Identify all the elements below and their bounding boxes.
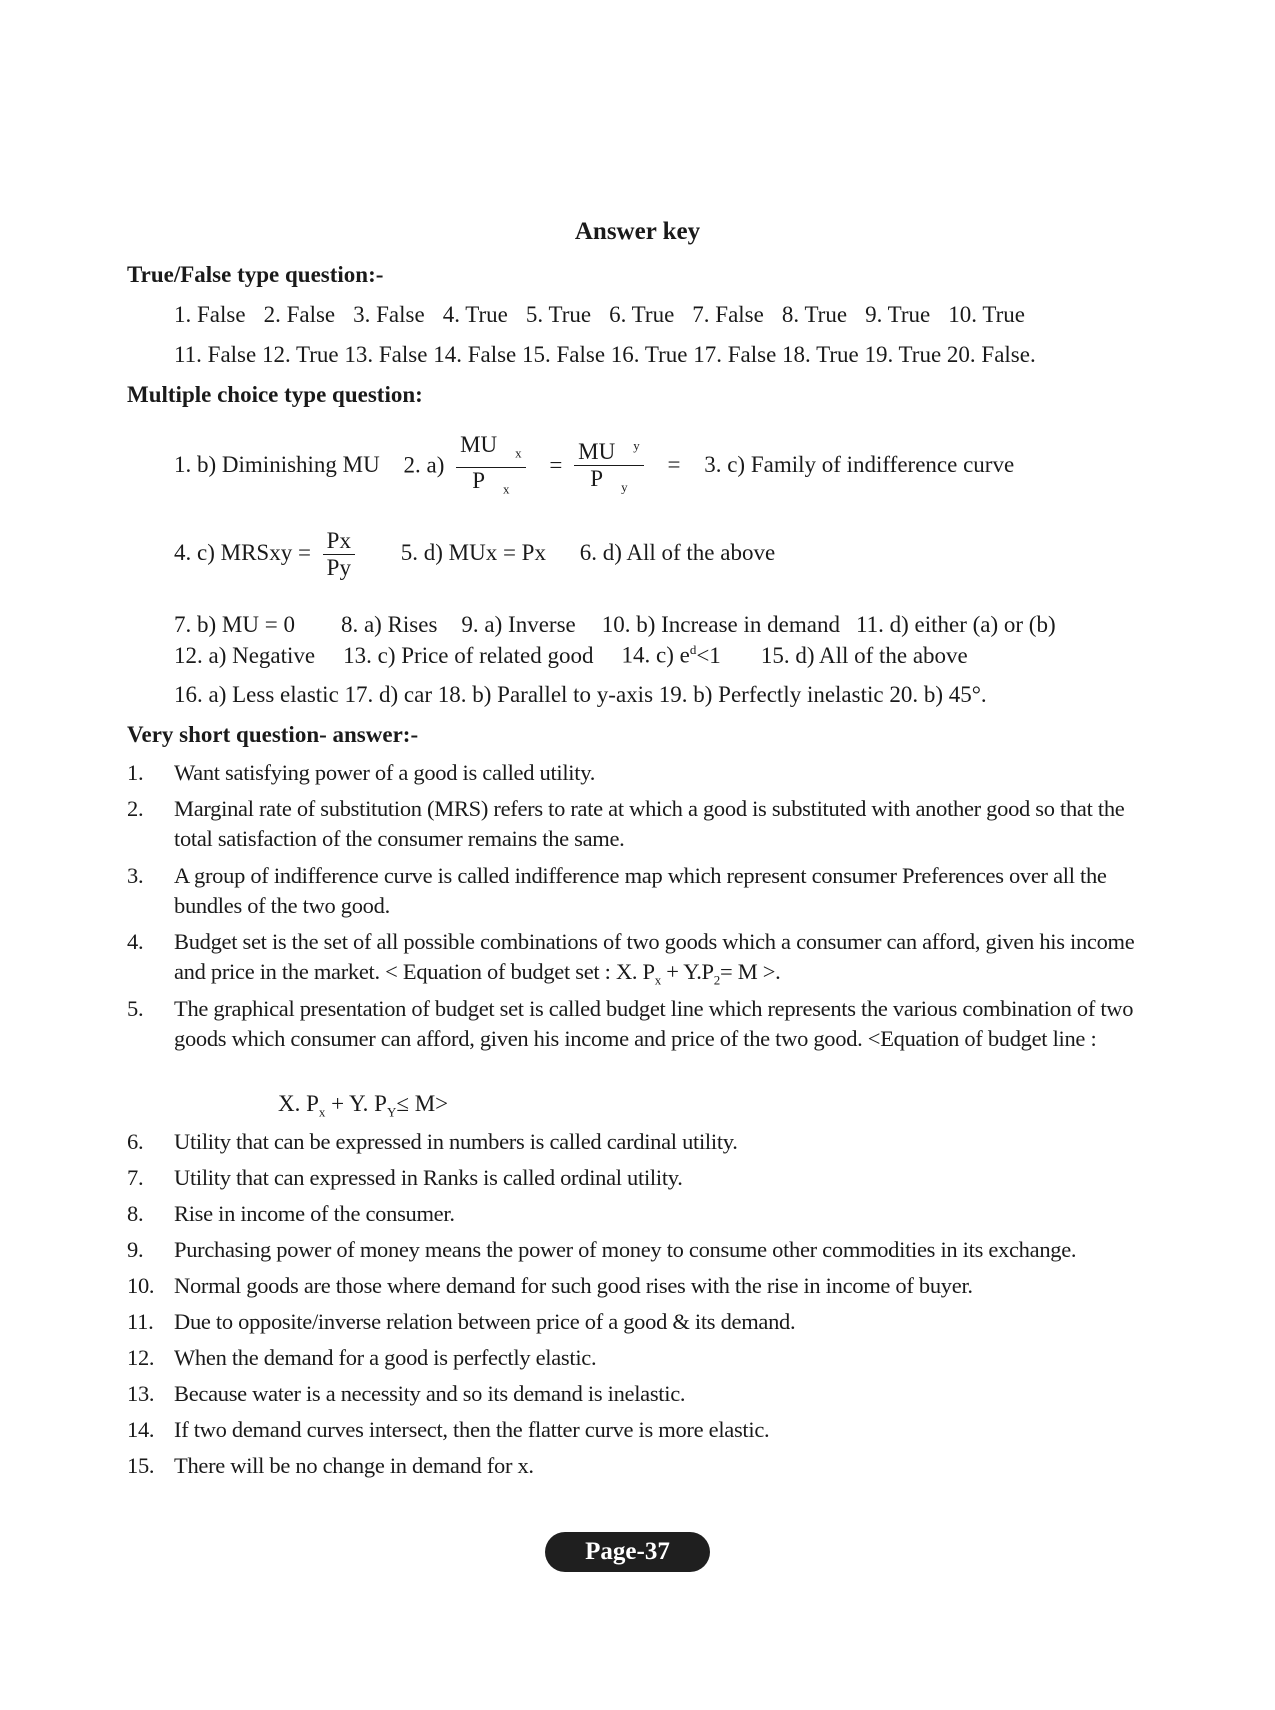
tf-answer: 5. True: [525, 302, 592, 327]
list-item: 2. Marginal rate of substitution (MRS) refers to rate at which a good is substituted with another good so that the total satisfaction of the consumer remains the same.: [127, 796, 1125, 851]
tf-answer: 1. False: [174, 302, 246, 327]
mu-y-over-p-y: $\frac{MU ^y}{P _y}$: [574, 433, 662, 500]
mcq-answer: 13. c) Price of related good: [343, 642, 594, 668]
px-over-py: $\frac{Px}{Py}$: [323, 528, 373, 581]
list-item: 12. When the demand for a good is perfectly elastic.: [127, 1345, 597, 1370]
mu-x-over-p-x: $\frac{MU _x}{P _x}$: [456, 432, 544, 502]
tf-answer: 10. True: [948, 302, 1025, 327]
true-false-row-2: 11. False 12. True 13. False 14. False 15. False 16. True 17. False 18. True 19. True 20. False.: [174, 342, 1036, 367]
mcq-answer: 14. c) e: [621, 642, 690, 668]
page-title: Answer key: [574, 218, 701, 245]
equals-sign: =: [549, 452, 563, 478]
true-false-heading: True/False type question:-: [127, 262, 384, 287]
mcq-answer: 11. d) either (a) or (b): [855, 612, 1056, 637]
mcq-superscript: d: [689, 642, 697, 657]
mcq-answer: 9. a) Inverse: [461, 612, 576, 637]
list-item: 10. Normal goods are those where demand for such good rises with the rise in income of buyer.: [127, 1273, 973, 1298]
list-item: 1. Want satisfying power of a good is called utility.: [127, 760, 596, 785]
tf-answer: 3. False: [353, 302, 425, 327]
mcq-row-4: [174, 642, 986, 669]
vsq-heading: Very short question- answer:-: [127, 722, 419, 747]
list-item: 13. Because water is a necessity and so its demand is inelastic.: [127, 1381, 686, 1406]
tf-answer: 9. True: [865, 302, 931, 327]
mcq-answer-6: 6. d) All of the above: [579, 539, 776, 565]
page-number-badge: Page-37: [545, 1532, 710, 1572]
tf-answer: 4. True: [442, 302, 508, 327]
mcq-answer-5: 5. d) MUx = Px: [400, 539, 546, 565]
list-item: 11. Due to opposite/inverse relation between price of a good & its demand.: [127, 1309, 796, 1334]
list-item: 3. A group of indifference curve is called indifference map which represent consumer Preferences over all the bundles of the two good.: [127, 863, 1107, 918]
mcq-answer-3: 3. c) Family of indifference curve: [704, 452, 1015, 478]
tf-answer: 2. False: [263, 302, 336, 327]
tf-answer: 8. True: [781, 302, 848, 327]
list-item: 7. Utility that can expressed in Ranks is called ordinal utility.: [127, 1165, 683, 1190]
mcq-answer-2: 2. a): [403, 452, 445, 478]
list-item: 6. Utility that can be expressed in numbers is called cardinal utility.: [127, 1129, 738, 1154]
mcq-answer-1: 1. b) Diminishing MU: [174, 452, 380, 478]
mcq-answer: 10. b) Increase in demand: [601, 612, 840, 637]
mcq-answer: 12. a) Negative: [174, 642, 316, 668]
mcq-answer: <1: [696, 642, 721, 668]
list-item: 8. Rise in income of the consumer.: [127, 1201, 455, 1226]
mcq-row-5: 16. a) Less elastic 17. d) car 18. b) Parallel to y-axis 19. b) Perfectly inelastic 20. b) 45°.: [174, 682, 987, 707]
list-item: 14. If two demand curves intersect, then the flatter curve is more elastic.: [127, 1417, 770, 1442]
mcq-answer-4: 4. c) MRSxy =: [174, 539, 311, 565]
tf-answer: 7. False: [692, 302, 764, 327]
mcq-answer: 8. a) Rises: [340, 612, 438, 637]
true-false-row-1: [174, 302, 1043, 328]
list-item: 15. There will be no change in demand for x.: [127, 1453, 534, 1478]
list-item: 4. Budget set is the set of all possible combinations of two goods which a consumer can afford, given his income and price in the market. < Equation of budget set : X. $P_x + Y.P_2= M$ >.: [127, 929, 1135, 988]
mcq-row-1: [174, 432, 1032, 502]
mcq-answer: 15. d) All of the above: [760, 642, 968, 668]
budget-line-equation: X. $P_x + Y$. $P_Y\le M>$: [278, 1091, 449, 1120]
mcq-answer: 7. b) MU = 0: [174, 612, 295, 637]
tf-answer: 6. True: [609, 302, 675, 327]
mcq-heading: Multiple choice type question:: [127, 382, 423, 407]
equals-sign: =: [667, 452, 681, 478]
mcq-row-2: [174, 528, 793, 581]
mcq-row-3: [174, 612, 1074, 638]
list-item: 5. The graphical presentation of budget set is called budget line which represents the various combination of two goods which consumer can afford, given his income and price of the two good. <Equation of budget line :: [127, 996, 1134, 1051]
list-item: 9. Purchasing power of money means the power of money to consume other commodities in its exchange.: [127, 1237, 1077, 1262]
